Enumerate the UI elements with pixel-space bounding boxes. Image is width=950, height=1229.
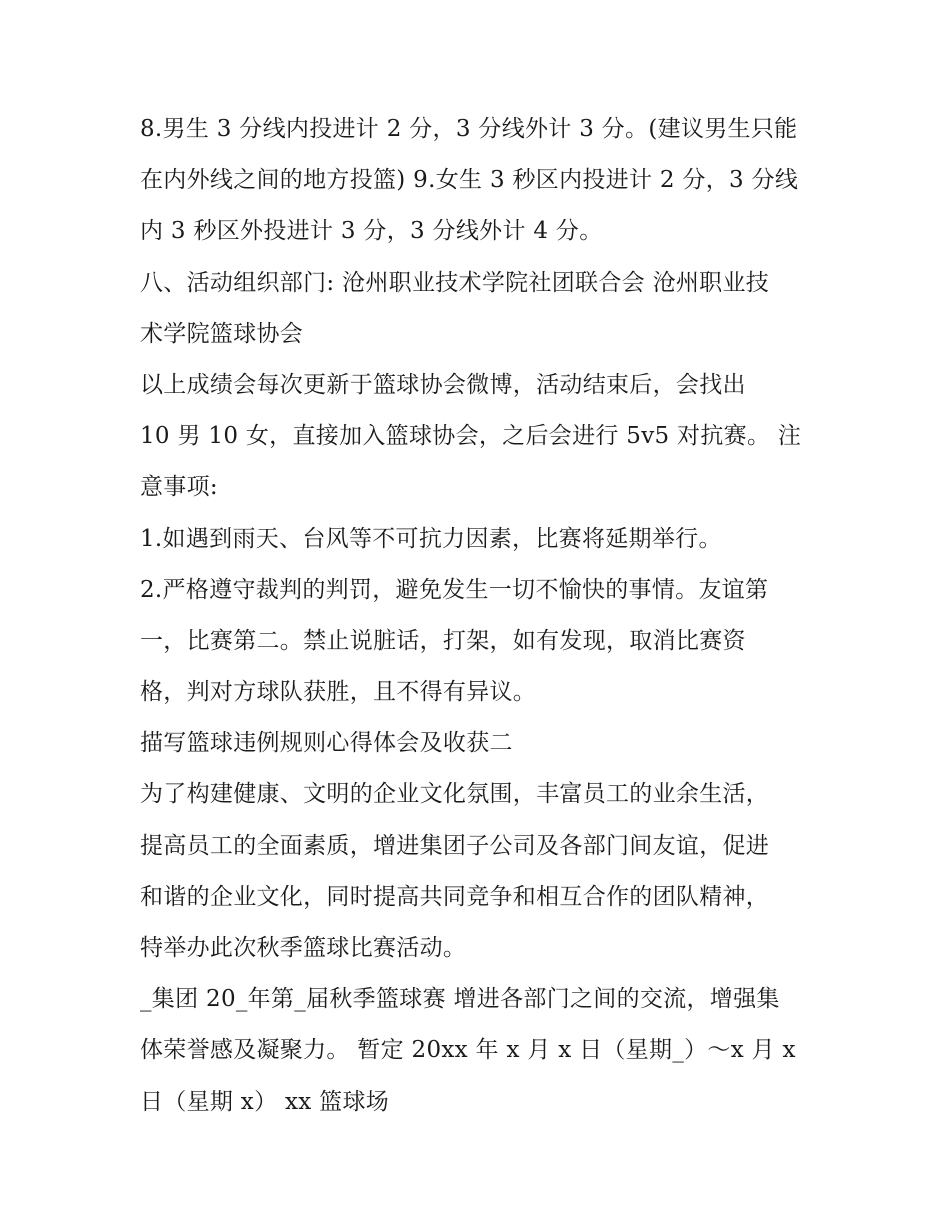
text-line: 8.男生 3 分线内投进计 2 分，3 分线外计 3 分。(建议男生只能 [140,116,798,142]
text-line: 一，比赛第二。禁止说脏话，打架，如有发现，取消比赛资 [140,627,746,654]
text-line: 特举办此次秋季篮球比赛活动。 [140,935,467,961]
text-line: 术学院篮球协会 [140,320,304,347]
text-line: _集团 20_年第_届秋季篮球赛 增进各部门之间的交流，增强集 [140,986,780,1013]
text-line: 为了构建健康、文明的企业文化氛围，丰富员工的业余生活， [140,781,770,808]
text-line: 内 3 秒区外投进计 3 分，3 分线外计 4 分。 [140,218,603,245]
section-heading: 描写篮球违例规则心得体会及收获二 [140,730,513,757]
text-line: 2.严格遵守裁判的判罚，避免发生一切不愉快的事情。友谊第 [140,576,769,603]
text-line: 以上成绩会每次更新于篮球协会微博，活动结束后，会找出 [140,371,746,398]
text-line: 意事项: [140,474,218,501]
text-line: 和谐的企业文化，同时提高共同竞争和相互合作的团队精神， [140,883,770,910]
text-line: 格，判对方球队获胜，且不得有异议。 [140,679,537,706]
text-line: 日（星期 x） xx 篮球场 [140,1088,390,1115]
text-line: 10 男 10 女，直接加入篮球协会，之后会进行 5v5 对抗赛。 注 [140,423,802,450]
text-line: 1.如遇到雨天、台风等不可抗力因素，比赛将延期举行。 [140,525,722,552]
text-line: 在内外线之间的地方投篮) 9.女生 3 秒区内投进计 2 分，3 分线 [140,167,799,194]
text-line: 八、活动组织部门: 沧州职业技术学院社团联合会 沧州职业技 [140,269,770,296]
text-line: 体荣誉感及凝聚力。 暂定 20xx 年 x 月 x 日（星期_）～x 月 x [140,1037,796,1064]
document-body [140,104,820,1128]
text-line: 提高员工的全面素质，增进集团子公司及各部门间友谊，促进 [140,832,770,859]
